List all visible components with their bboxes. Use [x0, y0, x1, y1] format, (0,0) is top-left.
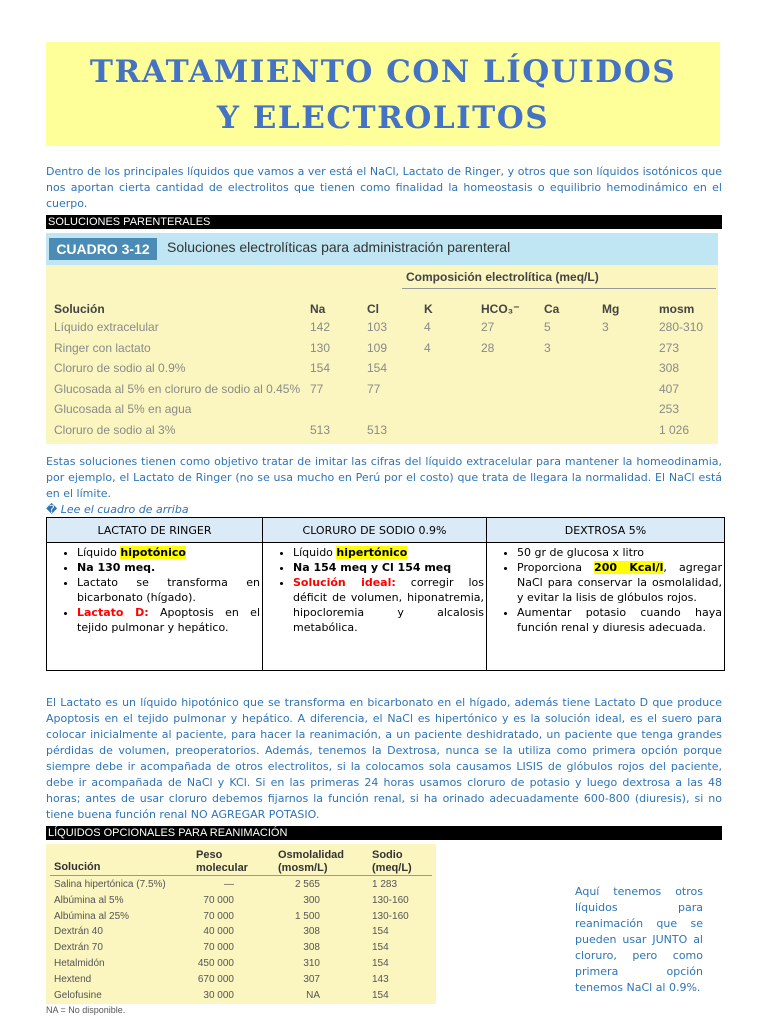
t2-cell: Hextend	[54, 973, 92, 985]
cuadro-caption: Soluciones electrolíticas para administración parenteral	[167, 239, 511, 255]
t2-cell: Dextrán 40	[54, 926, 103, 938]
cuadro-cell: 154	[367, 361, 388, 375]
t2-cell: 154	[372, 958, 389, 969]
cuadro-header: Solución	[54, 302, 105, 316]
t2-row	[46, 895, 436, 911]
section-header-parenterales	[46, 215, 722, 229]
cuadro-cell: Glucosada al 5% en agua	[54, 402, 192, 416]
t2-cell: 143	[372, 973, 389, 985]
t2-cell: 2 565	[294, 879, 320, 890]
text: Líquido	[77, 546, 121, 559]
cuadro-cell: 1 026	[659, 422, 690, 437]
t2-header: Peso molecular	[196, 849, 248, 874]
t2-row	[46, 990, 436, 1006]
cell-cloruro	[263, 543, 487, 671]
cuadro-cell: 27	[481, 320, 495, 334]
t2-cell: 1 500	[294, 910, 320, 922]
table-body-row	[47, 543, 725, 671]
cuadro-cell: 280-310	[659, 320, 704, 334]
cuadro-row	[46, 341, 718, 361]
section-header-reanimacion	[46, 826, 722, 840]
cuadro-cell: 130	[310, 340, 331, 355]
cuadro-composition-label: Composición electrolítica (meq/L)	[406, 270, 599, 284]
t2-cell: 670 000	[197, 973, 234, 985]
list-item	[293, 545, 484, 560]
list-item: • Aumentar potasio cuando haya función renal y diuresis adecuada.	[517, 605, 722, 635]
cuadro-cell: 28	[481, 340, 495, 355]
t2-cell: Albúmina al 5%	[54, 894, 124, 906]
t2-cell: 308	[303, 942, 320, 954]
t2-cell: —	[224, 879, 234, 890]
cuadro-cell: 142	[310, 320, 331, 334]
t2-row	[46, 942, 436, 958]
t2-row	[46, 911, 436, 927]
paragraph-2	[46, 454, 722, 518]
list-item: • 50 gr de glucosa x litro	[517, 545, 722, 560]
cuadro-divider	[402, 288, 716, 289]
t2-cell: 307	[303, 973, 320, 985]
t2-cell: 70 000	[203, 942, 234, 954]
t2-cell: Salina hipertónica (7.5%)	[54, 879, 166, 890]
cuadro-cell: 273	[659, 340, 680, 355]
cuadro-cell: Líquido extracelular	[54, 320, 159, 334]
t2-cell: 310	[303, 958, 320, 969]
arrow-icon: �	[46, 503, 58, 516]
t2-cell: 154	[372, 926, 389, 938]
cuadro-header: Mg	[602, 302, 620, 316]
text: Na 130 meq.	[77, 561, 156, 574]
cuadro-cell: 4	[424, 320, 431, 334]
cuadro-cell: Ringer con lactato	[54, 340, 151, 355]
red-label: Solución ideal:	[293, 576, 396, 589]
list-item	[77, 605, 260, 635]
cuadro-header: HCO₃⁻	[481, 302, 520, 316]
cuadro-header: Na	[310, 302, 326, 316]
t2-cell: 450 000	[197, 958, 234, 969]
cuadro-cell: 103	[367, 320, 388, 334]
list-item	[293, 560, 484, 575]
t2-row	[46, 974, 436, 990]
intro-paragraph: Dentro de los principales líquidos que vamos a ver está el NaCl, Lactato de Ringer, y otros que son líquidos isotónicos que nos aportan cierta cantidad de electrolitos que tienen como finalidad la homeostasis o equilibrio hemodinámico en el cuerpo.	[46, 165, 722, 210]
section-header-text: LÍQUIDOS OPCIONALES PARA REANIMACIÓN	[48, 827, 288, 839]
cuadro-row	[46, 382, 718, 402]
cuadro-cell: 308	[659, 361, 680, 375]
cuadro-cell: 154	[310, 361, 331, 375]
t2-cell: 154	[372, 989, 389, 1001]
t2-cell: 40 000	[203, 926, 234, 938]
list-item: • Lactato se transforma en bicarbonato (hígado).	[77, 575, 260, 605]
cuadro-cell: 109	[367, 340, 388, 355]
highlight: 200 Kcal/l	[594, 561, 664, 574]
section-header-text: SOLUCIONES PARENTERALES	[48, 216, 211, 228]
t2-cell: 308	[303, 926, 320, 938]
cuadro-row	[46, 320, 718, 340]
highlight: hipertónico	[336, 546, 408, 559]
text: , agregar NaCl para conservar la osmolalidad, y evitar la lisis de glóbulos rojos.	[517, 561, 722, 604]
cuadro-cell: 513	[310, 422, 331, 437]
cell-lactato	[47, 543, 263, 671]
t2-cell: 70 000	[203, 910, 234, 922]
reanimation-fluids-image	[46, 844, 436, 1004]
highlight: hipotónico	[120, 546, 186, 559]
cuadro-3-12-image	[46, 233, 718, 444]
t2-cell: 30 000	[203, 989, 234, 1001]
t2-cell: 70 000	[203, 894, 234, 906]
cuadro-cell: Cloruro de sodio al 0.9%	[54, 361, 186, 375]
list-item	[293, 575, 484, 635]
cuadro-cell: 3	[544, 340, 551, 355]
list-item	[77, 560, 260, 575]
list-item	[77, 545, 260, 560]
header-lactato: LACTATO DE RINGER	[47, 518, 263, 543]
cuadro-header: mosm	[659, 302, 695, 316]
t2-cell: Gelofusine	[54, 989, 102, 1001]
cuadro-header: Ca	[544, 302, 560, 316]
solutions-comparison-table	[46, 517, 725, 671]
cuadro-cell: 407	[659, 381, 680, 396]
paragraph-3: El Lactato es un líquido hipotónico que se transforma en bicarbonato en el hígado, además tiene Lactato D que produce Apoptosis en el tejido pulmonar y hepático. A diferencia, el NaCl es hipertónico y es la solución ideal, es el suero para colocar inicialmente al paciente, para hacer la reanimación, a un paciente deshidratado, un paciente que tenga grandes pérdidas de volumen, preoperatorios. Además, tenemos la Dextrosa, nunca se la utiliza como primera opción porque siempre debe ir acompañada de otros electrolitos, si la colocamos sola causamos LISIS de glóbulos rojos del paciente, debe ir acompañada de NaCl y KCl. Si en las primeras 24 horas usamos cloruro de potasio y luego dextrosa a las 48 horas; antes de usar cloruro debemos fijarnos la función renal, si ha orinado adecuadamente 600-800 (diuresis), si no tiene buena función renal NO AGREGAR POTASIO.	[46, 696, 722, 821]
text: Líquido	[293, 546, 337, 559]
cuadro-number: CUADRO 3-12	[49, 238, 157, 260]
text: Proporciona	[517, 561, 595, 574]
title-line-1: TRATAMIENTO CON LÍQUIDOS	[89, 54, 677, 90]
cuadro-header: K	[424, 302, 433, 316]
text: corregir los déficit de volumen, hiponatremia, hipocloremia y alcalosis metabólica.	[293, 576, 484, 634]
t2-row	[46, 926, 436, 942]
t2-cell: 130-160	[372, 910, 409, 922]
t2-divider	[50, 875, 432, 876]
paragraph-2-text: Estas soluciones tienen como objetivo tratar de imitar las cifras del líquido extracelular para mantener la homeodinamia, por ejemplo, el Lactato de Ringer (no se usa mucho en Perú por el costo) que trata de llegara la normalidad. El NaCl está en el límite.	[46, 455, 722, 500]
cuadro-cell: 253	[659, 402, 680, 416]
header-dextrosa: DEXTROSA 5%	[487, 518, 725, 543]
cuadro-cell: Cloruro de sodio al 3%	[54, 422, 176, 437]
t2-cell: 154	[372, 942, 389, 954]
text: Na 154 meq y Cl 154 meq	[293, 561, 452, 574]
t2-row	[46, 958, 436, 974]
cuadro-cell: 513	[367, 422, 388, 437]
cell-dextrosa	[487, 543, 725, 671]
t2-cell: 1 283	[372, 879, 398, 890]
cuadro-row	[46, 402, 718, 422]
t2-cell: Dextrán 70	[54, 942, 103, 954]
t2-row	[46, 879, 436, 895]
cuadro-cell: Glucosada al 5% en cloruro de sodio al 0.45%	[54, 381, 301, 396]
t2-cell: 130-160	[372, 894, 409, 906]
t2-header: Sodio (meq/L)	[372, 849, 412, 874]
cuadro-row	[46, 361, 718, 381]
list-item	[517, 560, 722, 605]
paragraph-2-note: Lee el cuadro de arriba	[60, 503, 189, 516]
cuadro-row	[46, 423, 718, 443]
cuadro-cell: 5	[544, 320, 551, 334]
title-box	[46, 42, 720, 146]
text: Apoptosis en el tejido pulmonar y hepático.	[77, 606, 260, 634]
cuadro-cell: 3	[602, 320, 609, 334]
red-label: Lactato D:	[77, 606, 149, 619]
t2-cell: Albúmina al 25%	[54, 910, 130, 922]
title-line-2: Y ELECTROLITOS	[216, 100, 550, 136]
t2-header: Solución	[54, 861, 101, 873]
t2-cell: Hetalmidón	[54, 958, 105, 969]
cuadro-cell: 77	[367, 381, 381, 396]
side-note: Aquí tenemos otros líquidos para reanimación que se pueden usar JUNTO al cloruro, pero como primera opción tenemos NaCl al 0.9%.	[575, 885, 703, 994]
cuadro-header: Cl	[367, 302, 379, 316]
table-header-row	[47, 518, 725, 543]
t2-cell: NA	[306, 989, 320, 1001]
header-cloruro: CLORURO DE SODIO 0.9%	[263, 518, 487, 543]
t2-cell: 300	[303, 894, 320, 906]
cuadro-cell: 77	[310, 381, 324, 396]
cuadro-cell: 4	[424, 340, 431, 355]
t2-footnote: NA = No disponible.	[46, 1005, 126, 1015]
t2-header: Osmolalidad (mosm/L)	[278, 849, 345, 874]
